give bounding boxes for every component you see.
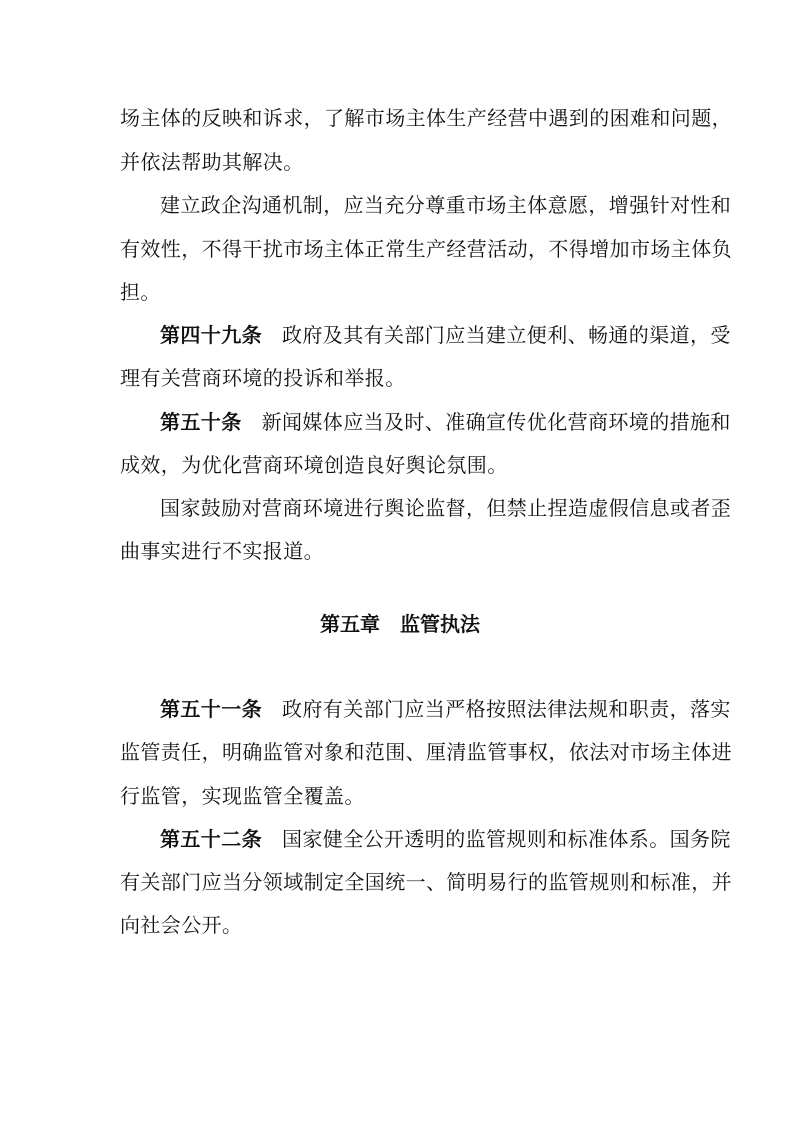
article-51 [0,697,800,721]
article-50 [0,410,800,434]
body-text-line: 国家鼓励对营商环境进行舆论监督，但禁止捏造虚假信息或者歪 [160,496,732,520]
body-text-line: 担。 [120,280,161,304]
body-text-line: 并依法帮助其解决。 [120,150,304,174]
body-text-line: 场主体的反映和诉求，了解市场主体生产经营中遇到的困难和问题， [120,106,732,130]
article-number: 第五十二条 [160,827,262,851]
body-text-line: 向社会公开。 [120,913,243,937]
article-text: 政府及其有关部门应当建立便利、畅通的渠道，受 [282,323,731,347]
body-text-line: 有关部门应当分领域制定全国统一、简明易行的监管规则和标准，并 [120,870,732,894]
article-number: 第五十条 [160,410,242,434]
body-text-line: 曲事实进行不实报道。 [120,539,324,563]
body-text-line: 建立政企沟通机制，应当充分尊重市场主体意愿，增强针对性和 [160,193,732,217]
article-49 [0,323,800,347]
body-text-line: 有效性，不得干扰市场主体正常生产经营活动，不得增加市场主体负 [120,237,732,261]
article-52 [0,827,800,851]
body-text-line: 理有关营商环境的投诉和举报。 [120,366,406,390]
article-text: 国家健全公开透明的监管规则和标准体系。国务院 [282,827,731,851]
article-number: 第五十一条 [160,697,262,721]
article-number: 第四十九条 [160,323,262,347]
body-text-line: 成效，为优化营商环境创造良好舆论氛围。 [120,453,508,477]
article-text: 政府有关部门应当严格按照法律法规和职责，落实 [282,697,731,721]
body-text-line: 监管责任，明确监管对象和范围、厘清监管事权，依法对市场主体进 [120,740,732,764]
article-text: 新闻媒体应当及时、准确宣传优化营商环境的措施和 [261,410,731,434]
chapter-heading: 第五章 监管执法 [320,612,480,636]
body-text-line: 行监管，实现监管全覆盖。 [120,784,365,808]
